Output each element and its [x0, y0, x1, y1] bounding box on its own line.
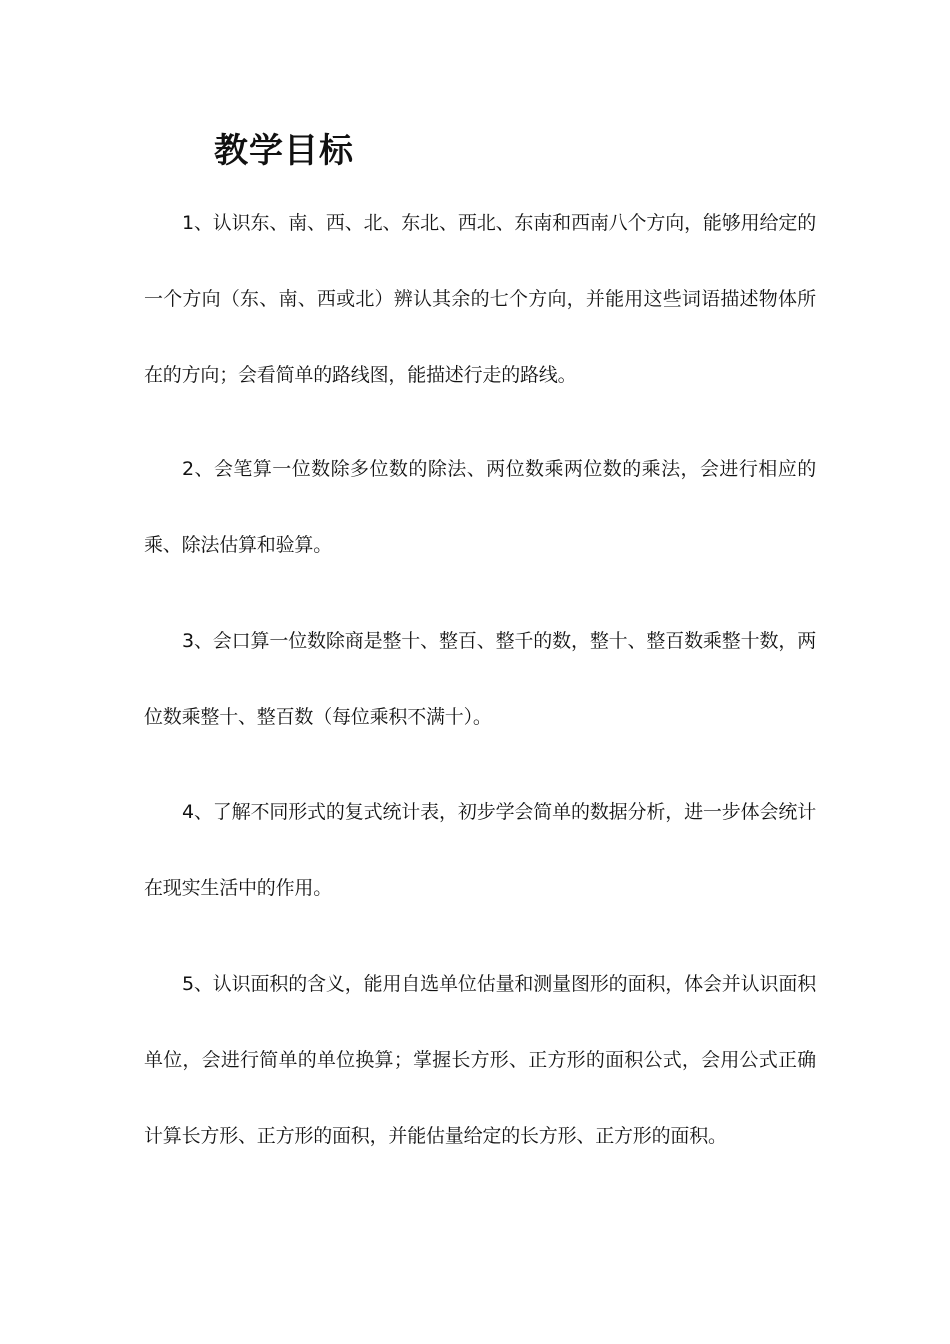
objective-paragraph-2: 2、会笔算一位数除多位数的除法、两位数乘两位数的乘法，会进行相应的乘、除法估算和验算。: [144, 458, 816, 556]
objective-paragraph-3: 3、会口算一位数除商是整十、整百、整千的数，整十、整百数乘整十数，两位数乘整十、整百数（每位乘积不满十）。: [144, 630, 816, 728]
objective-paragraph-5: 5、认识面积的含义，能用自选单位估量和测量图形的面积，体会并认识面积单位，会进行简单的单位换算；掌握长方形、正方形的面积公式，会用公式正确计算长方形、正方形的面积，并能估量给定的长方形、正方形的面积。: [144, 973, 816, 1147]
objective-paragraph-4: 4、了解不同形式的复式统计表，初步学会简单的数据分析，进一步体会统计在现实生活中的作用。: [144, 801, 816, 899]
objective-paragraph-1: 1、认识东、南、西、北、东北、西北、东南和西南八个方向，能够用给定的一个方向（东、南、西或北）辨认其余的七个方向，并能用这些词语描述物体所在的方向；会看简单的路线图，能描述行走的路线。: [144, 212, 816, 386]
document-title: 教学目标: [214, 131, 354, 171]
